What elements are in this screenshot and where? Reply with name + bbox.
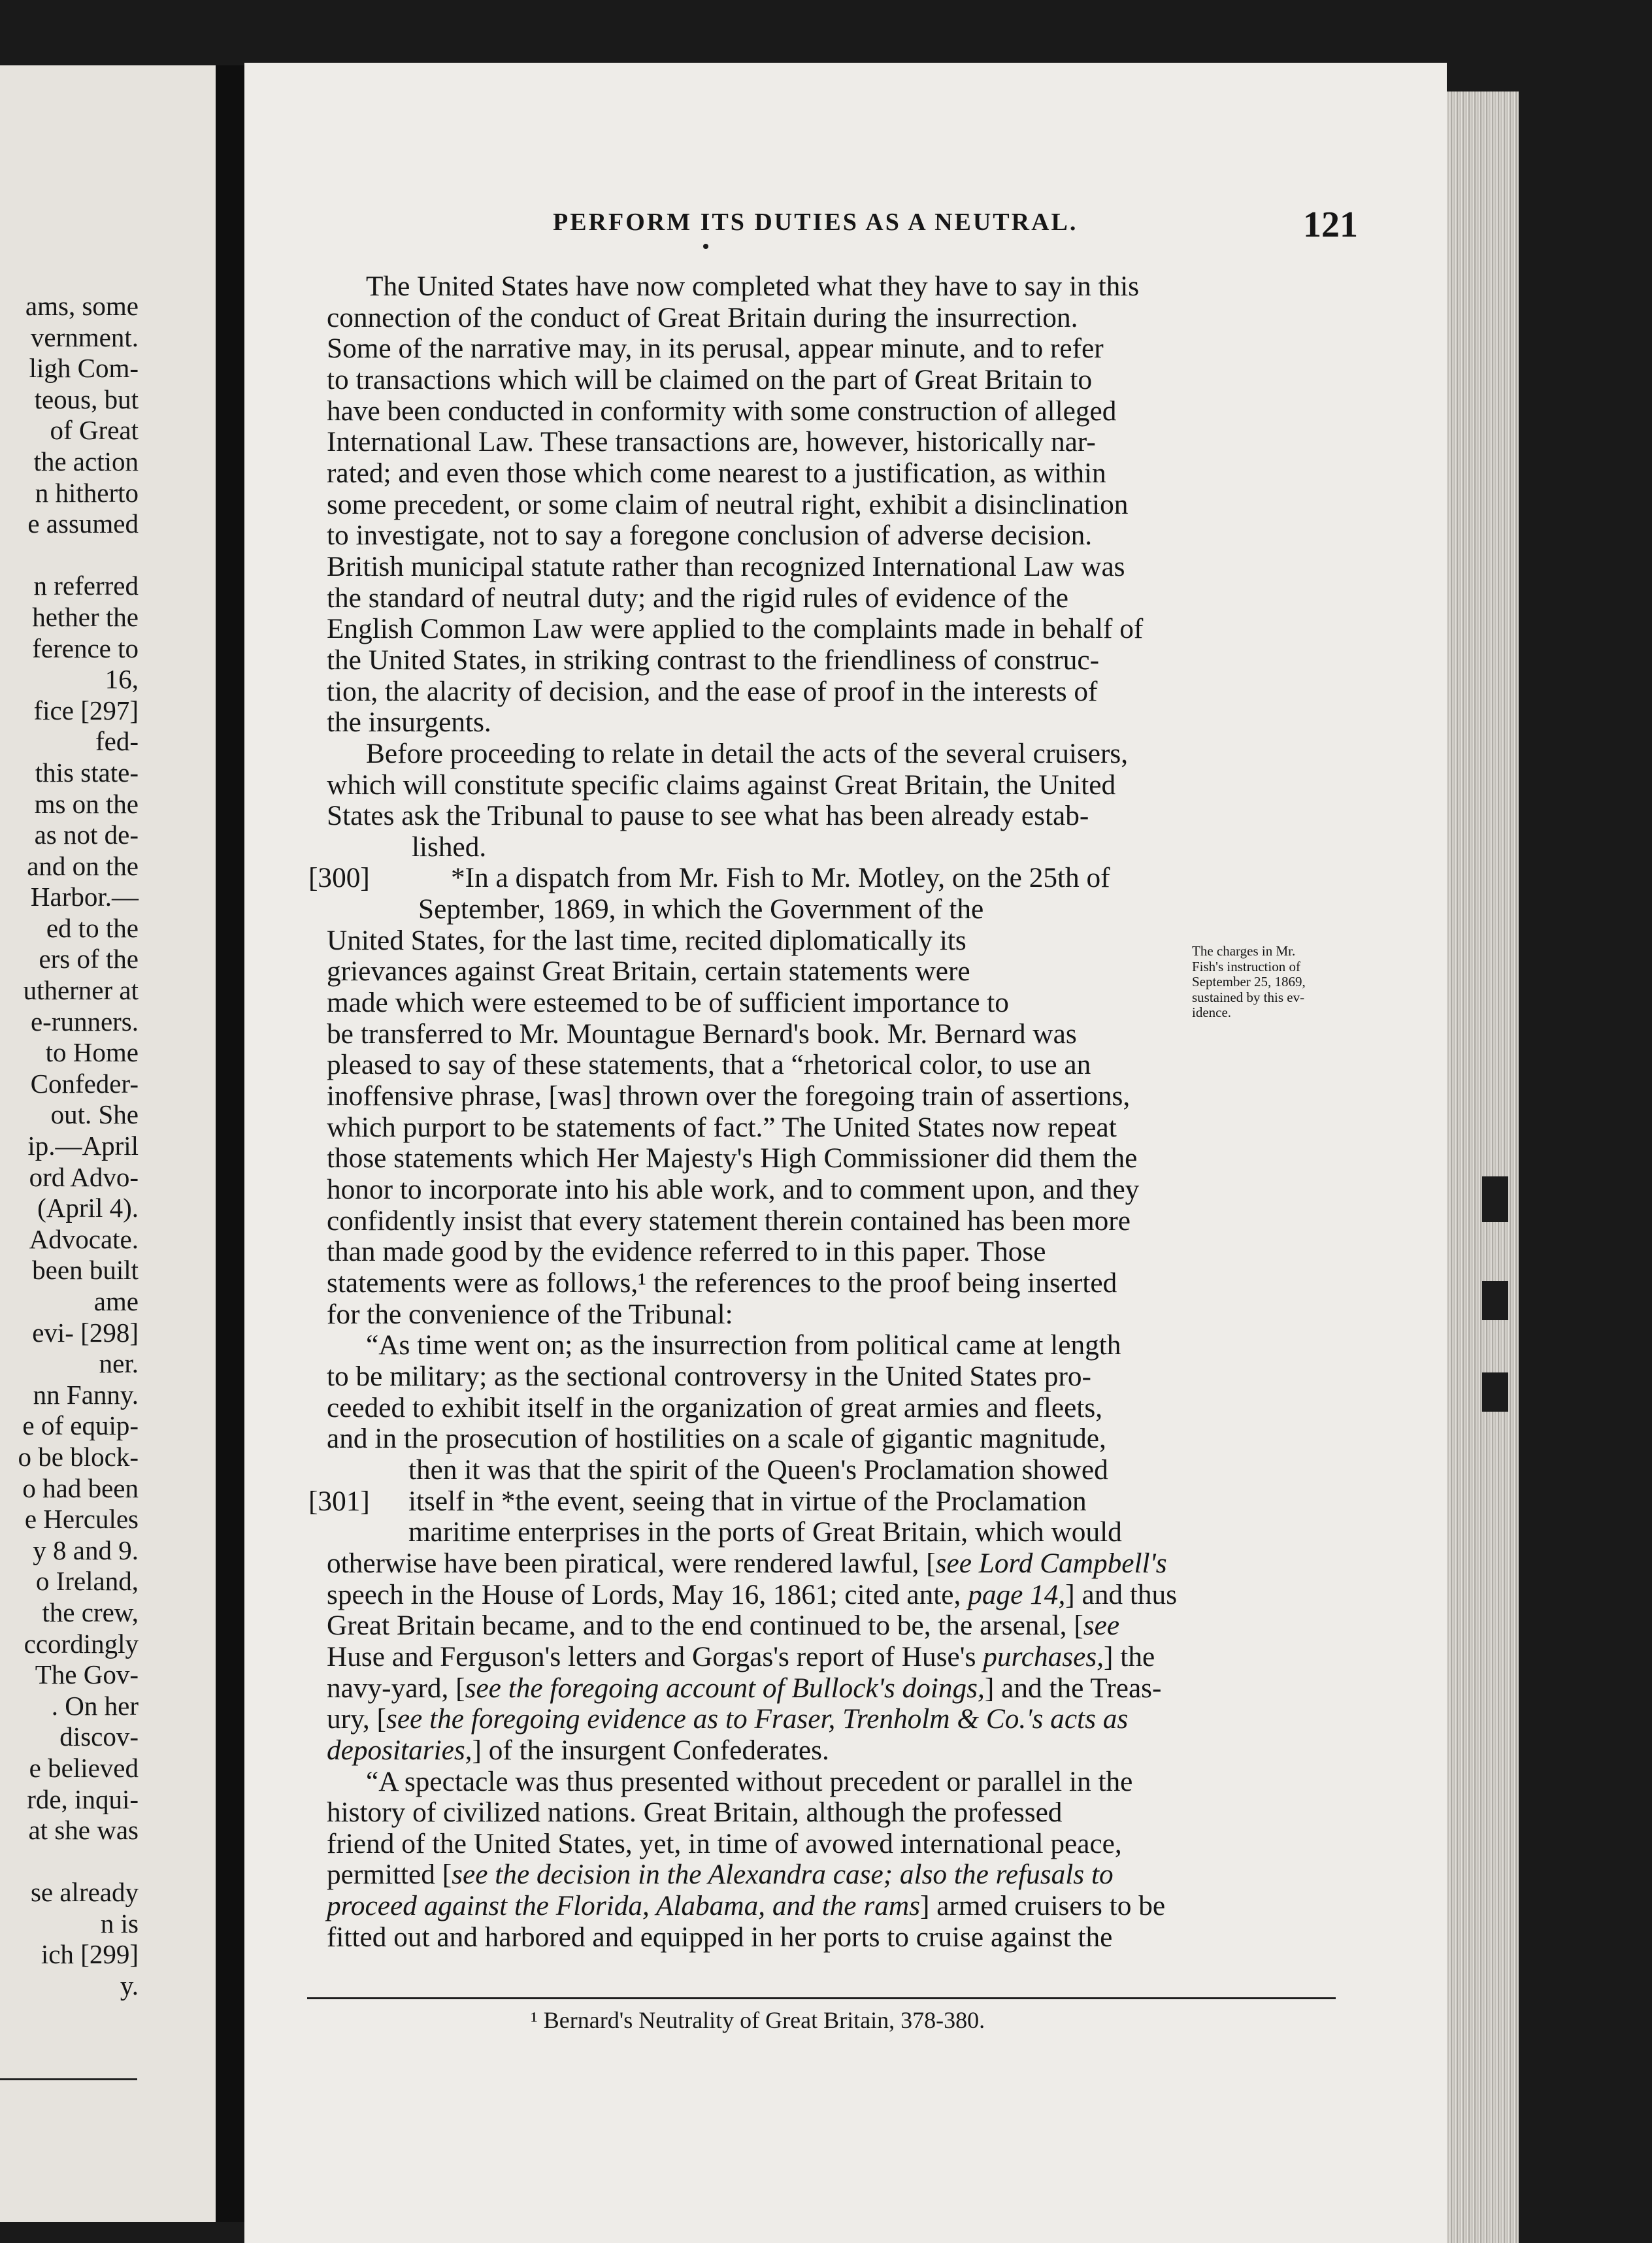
left-page-line: vernment. xyxy=(30,322,139,352)
line-text: International Law. These transactions are, however, historically nar- xyxy=(327,426,1096,458)
text-line xyxy=(327,1361,1361,1393)
line-text: States ask the Tribunal to pause to see what has been already estab- xyxy=(327,800,1089,832)
left-page-line: fice [297] xyxy=(33,695,139,725)
text-line xyxy=(327,1050,1361,1081)
left-page-line: Harbor.— xyxy=(30,882,139,912)
left-page-text xyxy=(0,291,216,2002)
line-text: otherwise have been piratical, were rendered lawful, [see Lord Campbell's xyxy=(327,1547,1167,1579)
line-text: permitted [see the decision in the Alexandra case; also the refusals to xyxy=(327,1859,1114,1891)
text-line xyxy=(327,770,1361,801)
left-page-line: y 8 and 9. xyxy=(33,1535,139,1565)
line-text: then it was that the spirit of the Queen's Proclamation showed xyxy=(408,1454,1108,1486)
line-text: the standard of neutral duty; and the rigid rules of evidence of the xyxy=(327,582,1068,614)
left-page-line: discov- xyxy=(59,1721,139,1752)
line-text: English Common Law were applied to the complaints made in behalf of xyxy=(327,613,1144,645)
line-text: to be military; as the sectional controversy in the United States pro- xyxy=(327,1360,1091,1392)
text-line xyxy=(327,676,1361,708)
left-page-line: n is xyxy=(100,1908,139,1938)
background-edge xyxy=(1519,91,1652,2243)
page-edges xyxy=(1447,91,1519,2243)
line-text: pleased to say of these statements, that a “rhetorical color, to use an xyxy=(327,1049,1091,1081)
line-text: have been conducted in conformity with some construction of alleged xyxy=(327,395,1117,427)
left-page-line: ner. xyxy=(99,1348,139,1379)
text-line xyxy=(327,490,1361,521)
text-line xyxy=(327,1891,1361,1922)
text-line xyxy=(327,1797,1361,1829)
line-text: itself in *the event, seeing that in virtue of the Proclamation xyxy=(408,1485,1087,1517)
text-line xyxy=(308,862,1361,894)
left-page-line: Confeder- xyxy=(30,1068,139,1099)
text-line xyxy=(327,1174,1361,1206)
left-page-line: (April 4). xyxy=(37,1193,139,1223)
original-page-marker: [301] xyxy=(308,1485,370,1517)
line-text: Great Britain became, and to the end continued to be, the arsenal, [see xyxy=(327,1610,1120,1642)
text-line xyxy=(327,707,1361,739)
line-text: some precedent, or some claim of neutral right, exhibit a disinclination xyxy=(327,488,1129,520)
line-text: Before proceeding to relate in detail the acts of the several cruisers, xyxy=(366,737,1129,769)
line-text: to investigate, not to say a foregone conclusion of adverse decision. xyxy=(327,520,1093,552)
line-text: ury, [see the foregoing evidence as to Fraser, Trenholm & Co.'s acts as xyxy=(327,1703,1129,1735)
left-page-line: ligh Com- xyxy=(29,353,139,384)
left-page-line: ccordingly xyxy=(24,1628,139,1659)
line-text: made which were esteemed to be of sufficient importance to xyxy=(327,987,1009,1019)
line-text: grievances against Great Britain, certain statements were xyxy=(327,955,970,988)
page-number: 121 xyxy=(1303,205,1358,245)
text-line xyxy=(327,520,1361,552)
text-line xyxy=(327,1767,1361,1798)
running-head: PERFORM ITS DUTIES AS A NEUTRAL. xyxy=(553,208,1078,236)
line-text: tion, the alacrity of decision, and the ease of proof in the interests of xyxy=(327,675,1098,707)
footnote: ¹ Bernard's Neutrality of Great Britain, 378-380. xyxy=(531,2007,985,2033)
left-page-line: e assumed xyxy=(27,508,139,539)
margin-note-line: Fish's instruction of xyxy=(1192,958,1300,974)
left-page-line: and on the xyxy=(27,850,139,881)
left-page-line: The Gov- xyxy=(35,1659,139,1690)
left-page-line: Advocate. xyxy=(29,1223,139,1254)
text-line xyxy=(327,1580,1361,1611)
text-line xyxy=(327,303,1361,334)
line-text: the insurgents. xyxy=(327,706,491,739)
left-page-line: this state- xyxy=(35,757,139,788)
text-line xyxy=(327,1112,1361,1144)
line-text: speech in the House of Lords, May 16, 1861; cited ante, page 14,] and thus xyxy=(327,1578,1178,1610)
margin-note-line: idence. xyxy=(1192,1005,1232,1020)
left-page-line: n referred xyxy=(33,571,139,601)
text-line xyxy=(327,1299,1361,1331)
text-line xyxy=(327,1735,1361,1767)
text-line xyxy=(327,1393,1361,1424)
text-line xyxy=(327,1922,1361,1953)
text-line xyxy=(327,427,1361,458)
body-text xyxy=(308,271,1361,1953)
line-text: fitted out and harbored and equipped in her ports to cruise against the xyxy=(327,1921,1113,1953)
line-text: rated; and even those which come nearest to a justification, as within xyxy=(327,457,1106,489)
left-footnote-rule xyxy=(0,2078,137,2080)
left-page-line: ms on the xyxy=(34,788,139,819)
text-line xyxy=(327,832,1361,863)
left-page-line: ed to the xyxy=(46,912,139,943)
left-page-line: ich [299] xyxy=(41,1939,139,1970)
text-line xyxy=(327,1673,1361,1704)
line-text: friend of the United States, yet, in time of avowed international peace, xyxy=(327,1827,1122,1859)
line-text: Huse and Ferguson's letters and Gorgas's report of Huse's purchases,] the xyxy=(327,1640,1155,1672)
text-line xyxy=(327,1143,1361,1174)
left-page-fragment xyxy=(0,65,216,2222)
text-line xyxy=(327,1237,1361,1268)
left-page-line: nn Fanny. xyxy=(33,1379,139,1410)
text-line xyxy=(327,365,1361,396)
line-text: to transactions which will be claimed on the part of Great Britain to xyxy=(327,363,1093,395)
text-line xyxy=(327,645,1361,676)
left-page-line: rde, inqui- xyxy=(27,1784,139,1814)
original-page-marker: [300] xyxy=(308,862,370,894)
line-text: “A spectacle was thus presented without precedent or parallel in the xyxy=(366,1765,1133,1797)
left-page-line: to Home xyxy=(45,1037,139,1068)
line-text: proceed against the Florida, Alabama, and the rams] armed cruisers to be xyxy=(327,1890,1166,1922)
left-page-line: fed- xyxy=(95,726,139,757)
left-page-line: ord Advo- xyxy=(29,1161,139,1192)
left-page-line: e of equip- xyxy=(22,1410,139,1441)
left-page-line: . On her xyxy=(51,1690,139,1721)
text-line xyxy=(327,1268,1361,1299)
margin-note-line: The charges in Mr. xyxy=(1192,943,1296,959)
line-text: navy-yard, [see the foregoing account of Bullock's doings,] and the Treas- xyxy=(327,1672,1162,1704)
left-page-line: utherner at xyxy=(23,975,139,1006)
line-text: inoffensive phrase, [was] thrown over the foregoing train of assertions, xyxy=(327,1080,1131,1112)
text-line xyxy=(308,1485,1361,1518)
left-page-line: o be block- xyxy=(18,1441,139,1472)
line-text: for the convenience of the Tribunal: xyxy=(327,1298,733,1330)
left-page-line xyxy=(0,1846,216,1878)
line-text: and in the prosecution of hostilities on a scale of gigantic magnitude, xyxy=(327,1423,1106,1455)
left-page-line: of Great xyxy=(50,415,139,446)
left-page-line: at she was xyxy=(28,1815,139,1846)
line-text: confidently insist that every statement therein contained has been more xyxy=(327,1205,1131,1237)
library-stamp-mark xyxy=(1482,1176,1508,1222)
text-line xyxy=(327,1423,1361,1455)
line-text: be transferred to Mr. Mountague Bernard's book. Mr. Bernard was xyxy=(327,1018,1077,1050)
text-line xyxy=(327,894,1361,925)
left-page-line: e believed xyxy=(29,1752,139,1783)
text-line xyxy=(327,739,1361,770)
line-text: those statements which Her Majesty's High Commissioner did them the xyxy=(327,1142,1138,1174)
library-stamp-mark xyxy=(1482,1372,1508,1412)
line-text: September, 1869, in which the Government of the xyxy=(418,893,984,925)
left-page-line: the action xyxy=(33,446,139,476)
text-line xyxy=(327,1206,1361,1237)
text-line xyxy=(327,1829,1361,1860)
text-line xyxy=(327,1455,1361,1486)
margin-note-line: September 25, 1869, xyxy=(1192,974,1306,989)
left-page-line: been built xyxy=(32,1255,139,1286)
text-line xyxy=(327,1019,1361,1050)
text-line xyxy=(327,1517,1361,1548)
left-page-line: o had been xyxy=(22,1472,139,1503)
text-line xyxy=(327,1642,1361,1673)
line-text: Some of the narrative may, in its perusal, appear minute, and to refer xyxy=(327,333,1104,365)
left-page-line: evi- [298] xyxy=(32,1317,139,1348)
line-text: United States, for the last time, recited diplomatically its xyxy=(327,924,966,956)
left-page-line: the crew, xyxy=(42,1597,139,1627)
line-text: statements were as follows,¹ the references to the proof being inserted xyxy=(327,1267,1117,1299)
left-page-line: o Ireland, xyxy=(35,1566,139,1597)
left-page-line: se already xyxy=(30,1877,139,1908)
left-page-line: as not de- xyxy=(34,820,139,850)
text-line xyxy=(327,552,1361,583)
line-text: honor to incorporate into his able work, and to comment upon, and they xyxy=(327,1174,1140,1206)
library-stamp-mark xyxy=(1482,1281,1508,1320)
line-text: The United States have now completed what they have to say in this xyxy=(366,271,1140,302)
line-text: connection of the conduct of Great Britain during the insurrection. xyxy=(327,301,1078,333)
text-line xyxy=(327,271,1361,303)
line-text: which will constitute specific claims against Great Britain, the United xyxy=(327,769,1116,801)
text-line xyxy=(327,1859,1361,1891)
line-text: lished. xyxy=(412,831,487,863)
left-page-line: e-runners. xyxy=(30,1006,139,1037)
line-text: the United States, in striking contrast to the friendliness of construc- xyxy=(327,644,1099,676)
left-page-line: hether the xyxy=(32,601,139,632)
text-line xyxy=(327,458,1361,490)
left-page-line: 16, xyxy=(105,664,139,695)
printer-dot xyxy=(703,244,708,249)
text-line xyxy=(327,396,1361,427)
line-text: than made good by the evidence referred to in this paper. Those xyxy=(327,1236,1046,1268)
text-line xyxy=(327,1610,1361,1642)
left-page-line: e Hercules xyxy=(24,1504,139,1535)
text-line xyxy=(327,801,1361,832)
text-line xyxy=(327,333,1361,365)
book-gutter xyxy=(216,65,244,2222)
footnote-rule xyxy=(307,1997,1336,1999)
text-line xyxy=(327,1548,1361,1580)
left-page-line xyxy=(0,540,216,571)
line-text: British municipal statute rather than recognized International Law was xyxy=(327,550,1125,582)
line-text: which purport to be statements of fact.” The United States now repeat xyxy=(327,1111,1117,1143)
left-page-line: n hitherto xyxy=(35,477,139,508)
text-line xyxy=(327,1704,1361,1735)
left-page-line: ame xyxy=(93,1286,139,1316)
line-text: ceeded to exhibit itself in the organization of great armies and fleets, xyxy=(327,1391,1103,1423)
line-text: history of civilized nations. Great Britain, although the professed xyxy=(327,1797,1063,1829)
left-page-line: ams, some xyxy=(25,291,139,321)
text-line xyxy=(327,1081,1361,1112)
text-line xyxy=(327,1330,1361,1361)
left-page-line: teous, but xyxy=(34,384,139,414)
line-text: “As time went on; as the insurrection from political came at length xyxy=(366,1329,1121,1361)
line-text: depositaries,] of the insurgent Confederates. xyxy=(327,1734,829,1766)
line-text: *In a dispatch from Mr. Fish to Mr. Motley, on the 25th of xyxy=(451,862,1110,894)
left-page-line: y. xyxy=(120,1970,139,2001)
margin-note xyxy=(1192,944,1355,1021)
text-line xyxy=(327,583,1361,614)
left-page-line: out. She xyxy=(50,1099,139,1130)
left-page-line: ference to xyxy=(32,633,139,663)
margin-note-line: sustained by this ev- xyxy=(1192,989,1305,1005)
left-page-line: ip.—April xyxy=(27,1131,139,1161)
text-line xyxy=(327,614,1361,645)
left-page-line: ers of the xyxy=(39,944,139,974)
line-text: maritime enterprises in the ports of Great Britain, which would xyxy=(408,1516,1122,1548)
